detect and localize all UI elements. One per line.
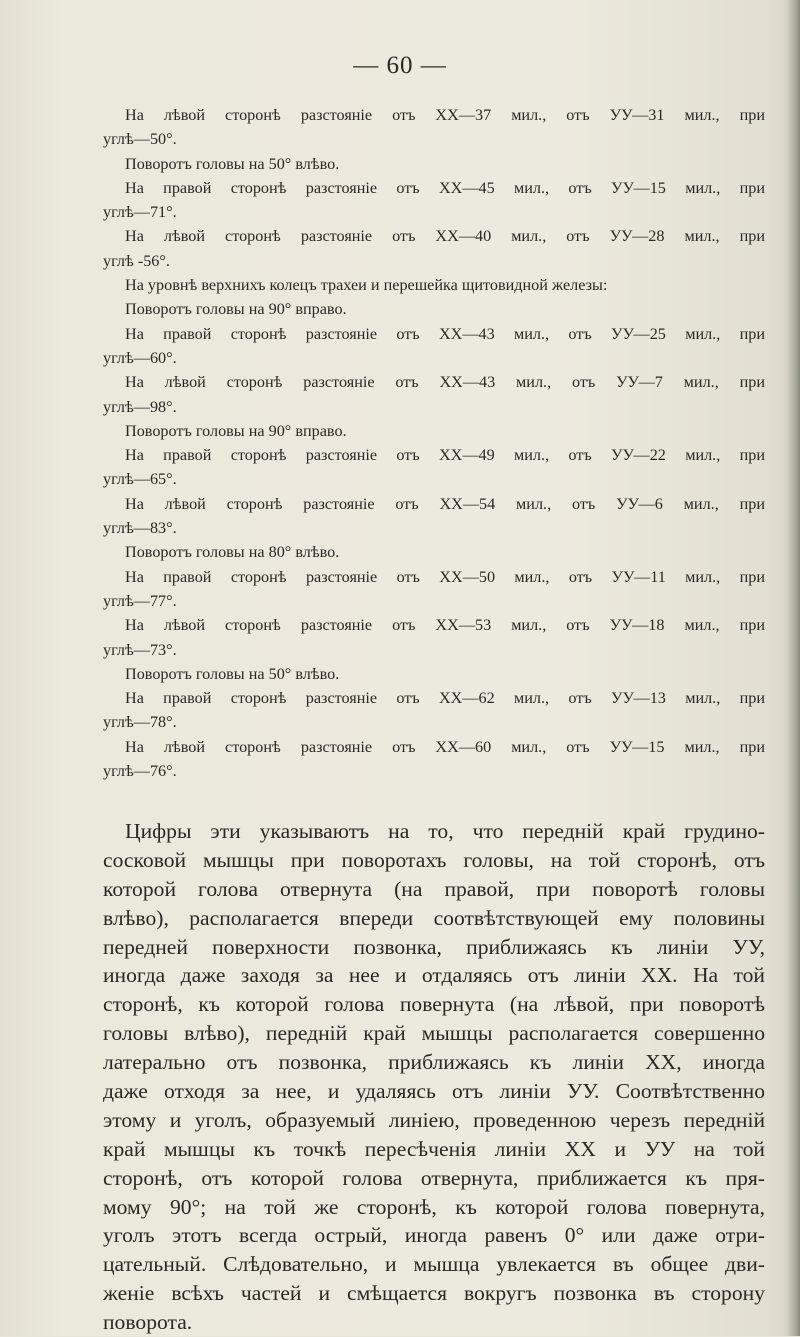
page-number: — 60 — [353, 52, 447, 79]
measurement-line: углѣ—78°. [103, 713, 177, 732]
measurement-line: углѣ—77°. [103, 591, 177, 610]
measurement-line: На лѣвой сторонѣ разстояніе отъ ХХ—54 мил., отъ УУ—6 мил., при [125, 494, 765, 513]
paragraph-line: которой голова отвернута (на правой, при поворотѣ головы [103, 876, 765, 901]
measurement-line: На уровнѣ верхнихъ колецъ трахеи и перешейка щитовидной железы: [125, 276, 608, 295]
measurement-line: углѣ—71°. [103, 203, 177, 222]
paragraph-line: даже отходя за нее, и удаляясь отъ линіи УУ. Соотвѣтственно [103, 1079, 765, 1104]
measurement-line: На правой сторонѣ разстояніе отъ ХХ—45 мил., отъ УУ—15 мил., при [125, 178, 765, 197]
paragraph-line: головы влѣво), переднiй край мышцы располагается совершенно [103, 1021, 765, 1046]
paragraph-line: иногда даже заходя за нее и отдаляясь отъ линіи ХХ. На той [103, 963, 765, 988]
measurement-line: углѣ—98°. [103, 397, 177, 416]
measurement-line: углѣ—76°. [103, 762, 177, 781]
paragraph-line: край мышцы къ точкѣ пересѣченія линіи ХХ и УУ на той [103, 1136, 765, 1161]
paragraph-line: влѣво), располагается впереди соотвѣтствующей ему половины [103, 905, 765, 930]
measurement-line: На правой сторонѣ разстояніе отъ ХХ—43 мил., отъ УУ—25 мил., при [125, 324, 765, 343]
measurement-line: Поворотъ головы на 80° влѣво. [125, 543, 340, 562]
paragraph-line: передней поверхности позвонка, приближаясь къ линіи УУ, [103, 934, 765, 959]
measurement-line: Поворотъ головы на 90° вправо. [125, 421, 347, 440]
measurement-line: На лѣвой сторонѣ разстояніе отъ ХХ—53 мил., отъ УУ—18 мил., при [125, 616, 765, 635]
measurement-line: На лѣвой сторонѣ разстояніе отъ ХХ—43 мил., отъ УУ—7 мил., при [125, 373, 765, 392]
measurement-line: Поворотъ головы на 90° вправо. [125, 300, 347, 319]
measurement-line: Поворотъ головы на 50° влѣво. [125, 664, 340, 683]
measurement-line: углѣ—65°. [103, 470, 177, 489]
measurement-line: На правой сторонѣ разстояніе отъ ХХ—49 мил., отъ УУ—22 мил., при [125, 446, 765, 465]
measurement-line: На лѣвой сторонѣ разстояніе отъ ХХ—37 мил., отъ УУ—31 мил., при [125, 106, 765, 124]
paragraph-line: цательный. Слѣдовательно, и мышца увлекается въ общее дви- [103, 1252, 765, 1277]
paragraph-line: сосковой мышцы при поворотахъ головы, на той сторонѣ, отъ [103, 847, 765, 872]
page-edge-shadow [786, 0, 800, 1336]
paragraph-line: сторонѣ, къ которой голова повернута (на лѣвой, при поворотѣ [103, 992, 765, 1017]
measurement-line: На правой сторонѣ разстояніе отъ ХХ—62 мил., отъ УУ—13 мил., при [125, 689, 765, 708]
measurement-line: На лѣвой сторонѣ разстояніе отъ ХХ—60 мил., отъ УУ—15 мил., при [125, 737, 765, 756]
paragraph-line: Цифры эти указываютъ на то, что переднiй край грудино- [125, 819, 765, 843]
paragraph-line: уголъ этотъ всегда острый, иногда равенъ 0° или даже отри- [103, 1223, 765, 1248]
measurement-line: Поворотъ головы на 50° влѣво. [125, 154, 340, 173]
measurement-line: углѣ—73°. [103, 640, 177, 659]
conclusion-paragraph [103, 817, 765, 1337]
measurements-list [103, 103, 765, 783]
paragraph-line: поворота. [103, 1310, 193, 1335]
paragraph-line: сторонѣ, отъ которой голова отвернута, приближается къ пря- [103, 1165, 765, 1190]
measurement-line: углѣ—60°. [103, 348, 177, 367]
measurement-line: углѣ—83°. [103, 519, 177, 538]
paragraph-line: мому 90°; на той же сторонѣ, къ которой голова повернута, [103, 1194, 765, 1219]
measurement-line: углѣ—50°. [103, 130, 177, 149]
measurement-line: На правой сторонѣ разстояніе отъ ХХ—50 мил., отъ УУ—11 мил., при [125, 567, 765, 586]
measurement-line: На лѣвой сторонѣ разстояніе отъ ХХ—40 мил., отъ УУ—28 мил., при [125, 227, 765, 246]
paragraph-line: латерально отъ позвонка, приближаясь къ линіи ХХ, иногда [103, 1050, 765, 1075]
measurement-line: углѣ -56°. [103, 251, 170, 270]
paragraph-line: женіе всѣхъ частей и смѣщается вокругъ позвонка въ сторону [103, 1281, 765, 1306]
paragraph-line: этому и уголъ, образуемый линіею, проведенною черезъ переднiй [103, 1107, 765, 1132]
